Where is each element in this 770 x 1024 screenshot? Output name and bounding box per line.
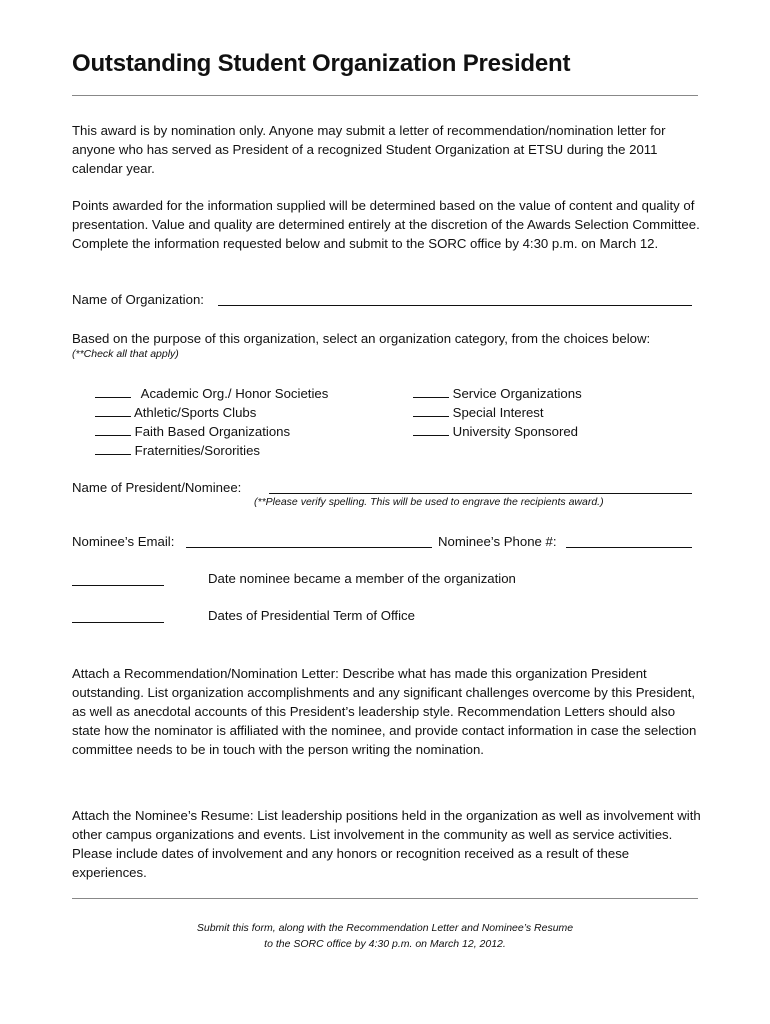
category-option[interactable]	[413, 421, 578, 441]
footer-divider	[72, 898, 698, 899]
intro-paragraph-2: Points awarded for the information supplied will be determined based on the value of content and quality of presentation. Value and quality are determined entirely at the discretion of the Awards Selection Committee. Complete the information requested below and submit to the SORC office by 4:30 p.m. on March 12.	[72, 198, 700, 251]
president-name-note: (**Please verify spelling. This will be used to engrave the recipients award.)	[254, 496, 604, 508]
nominee-phone-label: Nominee’s Phone #:	[438, 534, 557, 549]
category-option[interactable]	[95, 402, 256, 422]
category-option[interactable]	[413, 402, 544, 422]
category-label: Special Interest	[452, 405, 544, 420]
category-option[interactable]	[95, 421, 290, 441]
category-note: (**Check all that apply)	[72, 348, 179, 360]
attach-resume-paragraph: Attach the Nominee’s Resume: List leadership positions held in the organization as well as involvement with other campus organizations and events. List involvement in the community as well as service activities. Please include dates of involvement and any honors or recognition received as a result of these experiences.	[72, 808, 701, 880]
term-dates-field[interactable]	[72, 607, 164, 623]
category-option[interactable]	[95, 440, 260, 460]
president-name-field[interactable]	[269, 478, 692, 494]
category-label: Fraternities/Sororities	[134, 443, 260, 458]
category-prompt: Based on the purpose of this organization, select an organization category, from the choices below:	[72, 331, 651, 346]
attach-letter-paragraph: Attach a Recommendation/Nomination Letter: Describe what has made this organization President outstanding. List organization accomplishments and any significant challenges overcome by this President, as well as anecdotal accounts of this President’s leadership style. Recommendation Letters should also state how the nominator is affiliated with the nominee, and provide contact information in case the selection committee needs to be in touch with the person writing the nomination.	[72, 666, 697, 757]
member-date-label: Date nominee became a member of the organization	[208, 571, 516, 586]
nominee-phone-field[interactable]	[566, 532, 692, 548]
president-name-label: Name of President/Nominee:	[72, 480, 242, 495]
footer-line-2: to the SORC office by 4:30 p.m. on March 12, 2012.	[264, 938, 506, 950]
title-divider	[72, 95, 698, 96]
category-label: Athletic/Sports Clubs	[133, 405, 257, 420]
nominee-email-field[interactable]	[186, 532, 432, 548]
category-option[interactable]	[413, 383, 582, 403]
category-check-blank[interactable]	[95, 440, 131, 455]
member-date-field[interactable]	[72, 570, 164, 586]
category-check-blank[interactable]	[413, 421, 449, 436]
footer-note	[72, 920, 698, 952]
page-title: Outstanding Student Organization President	[72, 50, 571, 77]
category-label: Service Organizations	[452, 386, 582, 401]
organization-name-label: Name of Organization:	[72, 292, 204, 307]
category-label: Academic Org./ Honor Societies	[140, 386, 329, 401]
category-check-blank[interactable]	[413, 402, 449, 417]
nominee-email-label: Nominee’s Email:	[72, 534, 175, 549]
organization-name-field[interactable]	[218, 290, 692, 306]
footer-line-1: Submit this form, along with the Recommendation Letter and Nominee’s Resume	[196, 922, 574, 934]
category-label: Faith Based Organizations	[134, 424, 291, 439]
category-check-blank[interactable]	[95, 402, 131, 417]
category-label: University Sponsored	[452, 424, 579, 439]
term-dates-label: Dates of Presidential Term of Office	[208, 608, 415, 623]
category-check-blank[interactable]	[95, 383, 131, 398]
category-check-blank[interactable]	[413, 383, 449, 398]
category-option[interactable]	[95, 383, 328, 403]
category-check-blank[interactable]	[95, 421, 131, 436]
intro-paragraph-1: This award is by nomination only. Anyone may submit a letter of recommendation/nomination letter for anyone who has served as President of a recognized Student Organization at ETSU during the 2011 calendar year.	[72, 123, 666, 176]
